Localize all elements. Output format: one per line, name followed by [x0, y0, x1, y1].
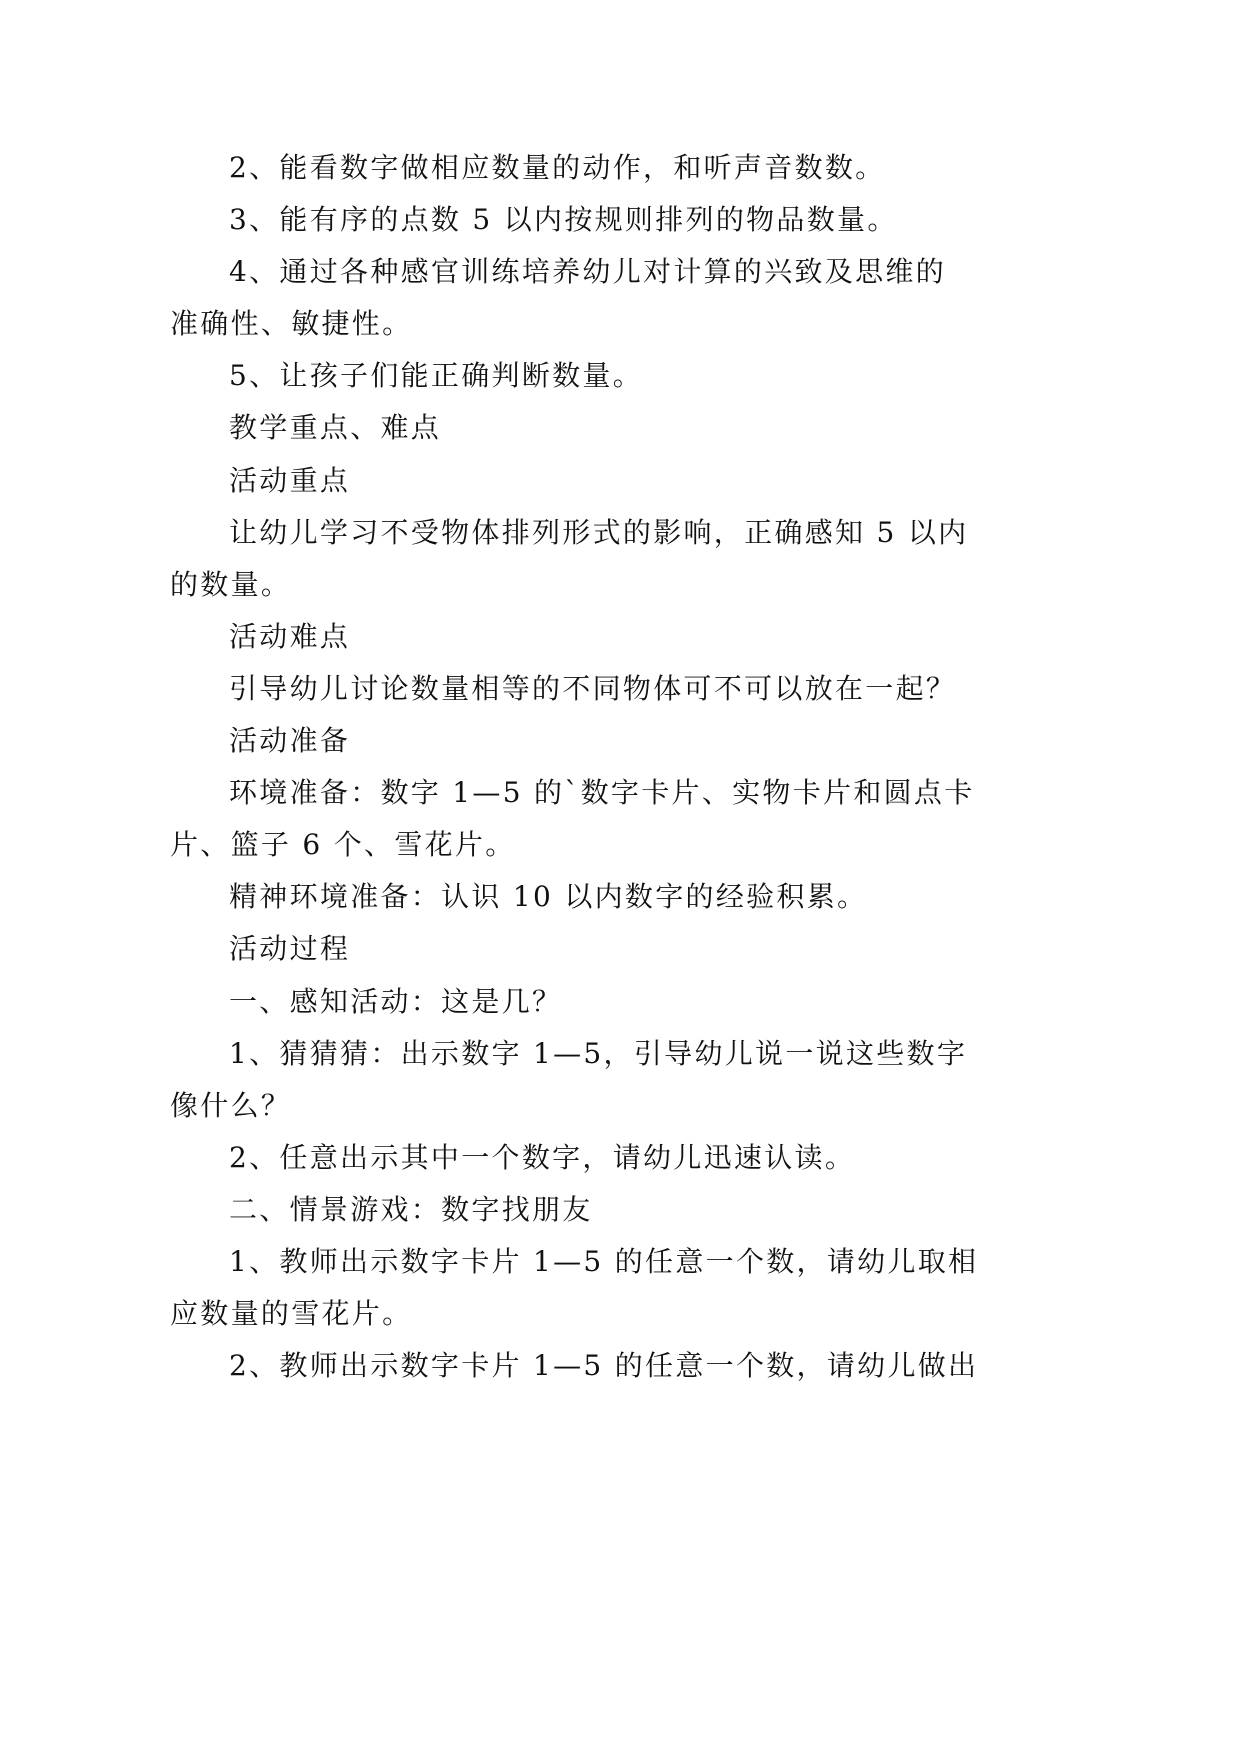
text-line: 4、通过各种感官训练培养幼儿对计算的兴致及思维的: [229, 255, 947, 289]
text-line: 环境准备：数字 1—5 的`数字卡片、实物卡片和圆点卡: [229, 776, 975, 810]
text-line: 2、任意出示其中一个数字，请幼儿迅速认读。: [229, 1140, 856, 1174]
paragraph: [170, 507, 1170, 611]
objective-item: [170, 246, 1170, 350]
heading-text: 二、情景游戏：数字找朋友: [229, 1192, 593, 1226]
text-line: 的数量。: [170, 567, 292, 601]
subsection-heading: [170, 455, 1170, 507]
heading-text: 活动难点: [229, 619, 351, 653]
step-item: [170, 1340, 1170, 1392]
step-item: [170, 1028, 1170, 1132]
step-item: [170, 1132, 1170, 1184]
heading-text: 活动过程: [229, 932, 351, 966]
text-line: 2、能看数字做相应数量的动作，和听声音数数。: [229, 151, 886, 184]
text-line: 像什么？: [170, 1088, 292, 1122]
step-item: [170, 1236, 1170, 1340]
text-line: 5、让孩子们能正确判断数量。: [229, 359, 644, 393]
section-heading: [170, 402, 1170, 454]
text-line: 应数量的雪花片。: [170, 1297, 413, 1331]
heading-text: 活动重点: [229, 463, 351, 497]
text-line: 3、能有序的点数 5 以内按规则排列的物品数量。: [229, 203, 898, 237]
text-line: 精神环境准备：认识 10 以内数字的经验积累。: [229, 880, 868, 914]
text-line: 让幼儿学习不受物体排列形式的影响，正确感知 5 以内: [229, 515, 969, 549]
text-line: 准确性、敏捷性。: [170, 307, 413, 341]
paragraph: [170, 767, 1170, 871]
text-line: 1、猜猜猜：出示数字 1—5，引导幼儿说一说这些数字: [229, 1036, 968, 1070]
step-heading: [170, 1184, 1170, 1236]
heading-text: 教学重点、难点: [229, 411, 442, 445]
subsection-heading: [170, 611, 1170, 663]
section-heading: [170, 715, 1170, 767]
objective-item: [170, 350, 1170, 402]
document-page: [170, 142, 1170, 1392]
text-line: 1、教师出示数字卡片 1—5 的任意一个数，请幼儿取相: [229, 1244, 979, 1278]
paragraph: [170, 663, 1170, 715]
objective-item: [170, 194, 1170, 246]
heading-text: 活动准备: [229, 724, 351, 758]
text-line: 片、篮子 6 个、雪花片。: [170, 828, 516, 862]
text-line: 2、教师出示数字卡片 1—5 的任意一个数，请幼儿做出: [229, 1349, 979, 1383]
heading-text: 一、感知活动：这是几？: [229, 984, 563, 1018]
paragraph: [170, 871, 1170, 923]
text-line: 引导幼儿讨论数量相等的不同物体可不可以放在一起？: [229, 671, 957, 705]
section-heading: [170, 923, 1170, 975]
objective-item: [170, 142, 1170, 194]
step-heading: [170, 976, 1170, 1028]
